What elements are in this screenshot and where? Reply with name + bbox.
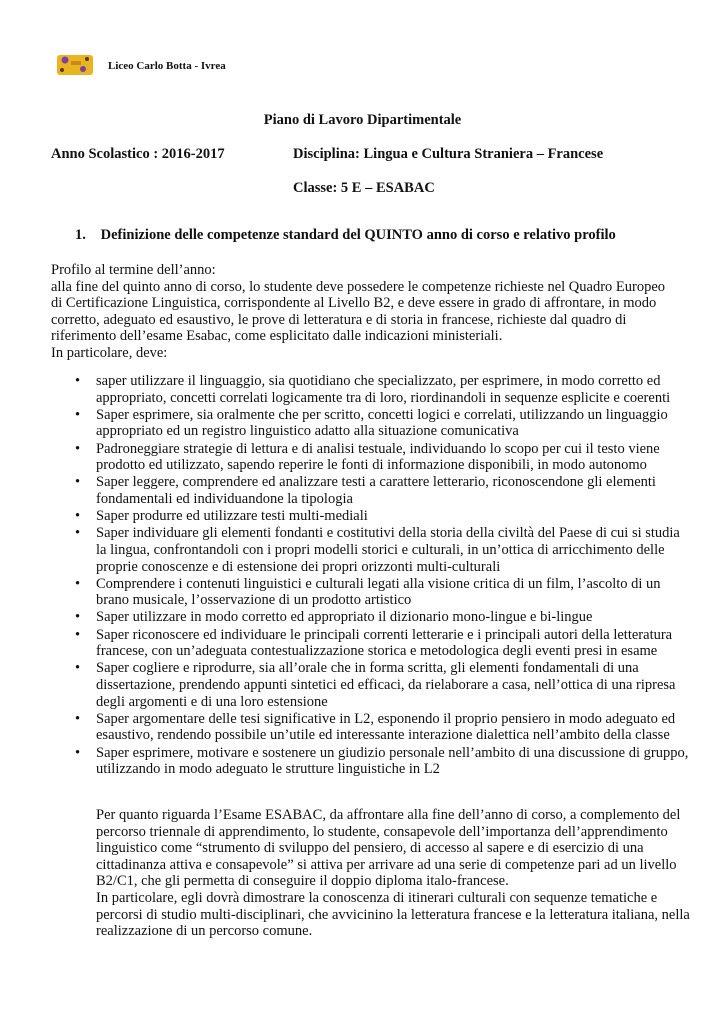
profile-block [51, 262, 676, 362]
list-item: • Saper riconoscere ed individuare le principali correnti letterarie e i principali autori della letteratura francese, con un’adeguata contestualizzazione storica e metodologica degli eventi presi in esame [75, 626, 673, 660]
bullet-icon: • [75, 525, 81, 542]
bullet-icon: • [75, 373, 81, 389]
section-number: 1. [75, 227, 86, 243]
section-title: Definizione delle competenze standard del QUINTO anno di corso e relativo profilo [100, 227, 616, 243]
list-item: • Saper individuare gli elementi fondanti e costitutivi della storia della civiltà del Paese di cui si studia la lingua, confrontandoli con i propri modelli storici e culturali, in un’ottica di arricchimento delle proprie conoscenze e di estensione dei propri orizzonti multi-culturali [75, 525, 680, 575]
bullet-icon: • [75, 710, 81, 727]
esabac-paragraph: In particolare, egli dovrà dimostrare la conoscenza di itinerari culturali con sequenze tematiche e percorsi di studio multi-disciplinari, che avvicinino la letteratura francese e la letteratura italiana, nella realizzazione di un percorso comune. [96, 889, 690, 940]
bullet-icon: • [75, 744, 81, 761]
school-year: Anno Scolastico : 2016-2017 [51, 146, 225, 162]
school-logo-icon [56, 52, 94, 78]
list-item: • Saper leggere, comprendere ed analizzare testi a carattere letterario, riconoscendone gli elementi fondamentali ed individuandone la tipologia [75, 474, 656, 507]
school-name: Liceo Carlo Botta - Ivrea [108, 60, 226, 72]
bullet-icon: • [75, 406, 81, 423]
list-item: • Saper utilizzare in modo corretto ed appropriato il dizionario mono-lingue e bi-lingue [75, 609, 593, 626]
list-item: • Saper produrre ed utilizzare testi multi-mediali [75, 508, 368, 525]
page-header [56, 52, 226, 78]
bullet-icon: • [75, 609, 81, 626]
section-heading [75, 227, 616, 244]
bullet-icon: • [75, 508, 81, 525]
list-item: • Saper esprimere, sia oralmente che per scritto, concetti logici e correlati, utilizzando un linguaggio appropriato ed un registro linguistico adatto alla situazione comunicativa [75, 406, 668, 440]
document-title: Piano di Lavoro Dipartimentale [263, 112, 462, 128]
list-item: • Saper argomentare delle tesi significative in L2, esponendo il proprio pensiero in modo adeguato ed esaustivo, rendendo possibile un’utile ed interessante interazione dialettica nell’ambito della classe [75, 710, 676, 744]
bullet-icon: • [75, 575, 81, 592]
esabac-paragraph: Per quanto riguarda l’Esame ESABAC, da affrontare alla fine dell’anno di corso, a complemento del percorso triennale di apprendimento, lo studente, consapevole dell’importanza dell’apprendimento linguistico come “strumento di sviluppo del pensiero, di accesso al sapere e di esercizio di una cittadinanza attiva e consapevole” si attiva per arrivare ad una serie di competenze pari ad un livello B2/C1, che gli permetta di conseguire il doppio diploma italo-francese. [96, 807, 681, 890]
list-item: • Comprendere i contenuti linguistici e culturali legati alla visione critica di un film, l’ascolto di un brano musicale, l’osservazione di un prodotto artistico [75, 575, 661, 609]
bullet-icon: • [75, 660, 81, 677]
competence-list [51, 373, 691, 778]
bullet-icon: • [75, 626, 81, 643]
bullet-icon: • [75, 474, 81, 491]
profile-heading: Profilo al termine dell’anno: [51, 262, 216, 278]
list-item: • Padroneggiare strategie di lettura e di analisi testuale, individuando lo scopo per cui il testo viene prodotto ed utilizzato, sapendo reperire le fonti di informazione disponibili, in modo autonomo [75, 440, 660, 474]
list-item: • Saper esprimere, motivare e sostenere un giudizio personale nell’ambito di una discussione di gruppo, utilizzando in modo adeguato le strutture linguistiche in L2 [75, 744, 689, 778]
esabac-block [96, 807, 696, 940]
list-item: • saper utilizzare il linguaggio, sia quotidiano che specializzato, per esprimere, in modo corretto ed appropriato, concetti correlati logicamente tra di loro, riordinandoli in sequenze esplicite e coerenti [75, 373, 671, 406]
profile-text: alla fine del quinto anno di corso, lo studente deve possedere le competenze richieste nel Quadro Europeo di Certificazione Linguistica, corrispondente al Livello B2, e deve essere in grado di affrontare, in modo corretto, adeguato ed esaustivo, le prove di letteratura e di storia in francese, richieste dal quadro di riferimento dell’esame Esabac, come esplicitato dalle indicazioni ministeriali. [51, 278, 666, 345]
discipline: Disciplina: Lingua e Cultura Straniera – Francese [293, 146, 604, 162]
profile-lead: In particolare, deve: [51, 344, 168, 361]
list-item: • Saper cogliere e riprodurre, sia all’orale che in forma scritta, gli elementi fondamentali di una dissertazione, prendendo appunti sintetici ed efficaci, da rielaborare a casa, nell’ottica di una ripresa degli argomenti e di una loro estensione [75, 660, 676, 710]
bullet-icon: • [75, 440, 81, 457]
class-label: Classe: 5 E – ESABAC [293, 180, 435, 196]
